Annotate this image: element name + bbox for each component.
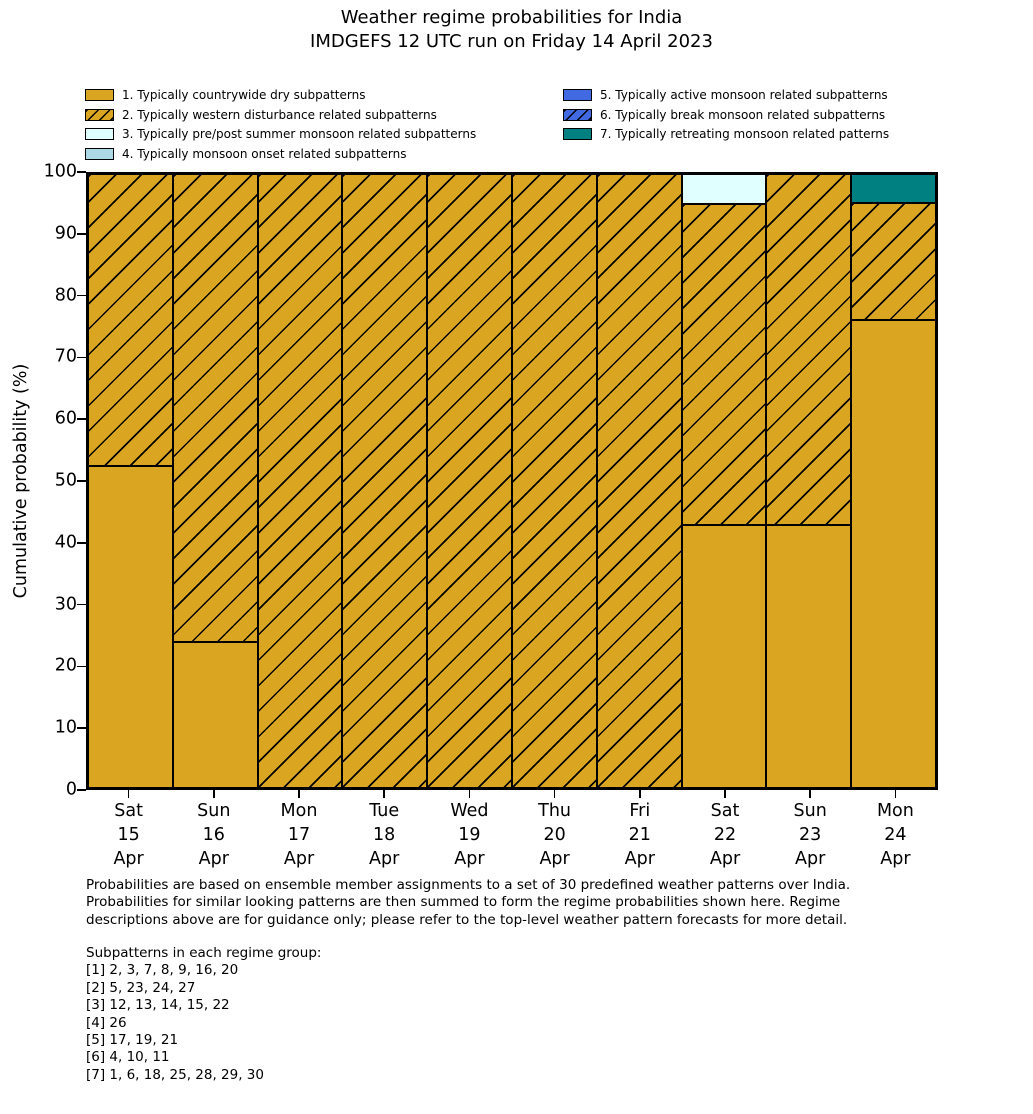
x-tick: [383, 790, 385, 798]
chart-title-block: [0, 6, 1023, 54]
subpattern-line: [3] 12, 13, 14, 15, 22: [86, 997, 230, 1014]
subpattern-line: [4] 26: [86, 1014, 127, 1031]
footer-line: descriptions above are for guidance only; please refer to the top-level weather pattern forecasts for more detail.: [86, 911, 848, 928]
y-tick: [77, 727, 86, 729]
y-tick: [77, 295, 86, 297]
bar-segment: [427, 174, 512, 788]
bar: [173, 174, 258, 788]
y-tick-label: 90: [54, 223, 77, 244]
x-tick: [213, 790, 215, 798]
bar: [851, 174, 936, 788]
legend-swatch: [85, 128, 114, 140]
legend-item-label: 7. Typically retreating monsoon related patterns: [600, 127, 890, 142]
bar-segment: [342, 174, 427, 788]
plot-area: [86, 172, 938, 790]
bar-segment: [682, 525, 767, 788]
y-tick-label: 50: [54, 470, 77, 491]
y-tick: [77, 789, 86, 791]
bar-segment: [766, 525, 851, 788]
bar-segment: [851, 203, 936, 320]
x-tick-label-line: 23: [799, 825, 822, 845]
bar-segment: [88, 466, 173, 788]
legend-swatch: [563, 128, 592, 140]
legend-item: [85, 105, 476, 125]
legend-swatch: [85, 89, 114, 101]
x-tick-label: [710, 799, 740, 871]
legend-column-right: [563, 85, 889, 144]
legend-item-label: 6. Typically break monsoon related subpatterns: [600, 107, 886, 122]
x-tick-label-line: Apr: [539, 849, 570, 869]
x-tick: [724, 790, 726, 798]
subpattern-line: [6] 4, 10, 11: [86, 1049, 170, 1066]
bar: [427, 174, 512, 788]
bar-segment: [682, 204, 767, 525]
x-tick-label: [369, 799, 399, 871]
legend-item-label: 2. Typically western disturbance related subpatterns: [122, 107, 437, 122]
bar: [342, 174, 427, 788]
bar: [88, 174, 173, 788]
x-tick-label-line: 21: [628, 825, 651, 845]
x-tick-label-line: Sat: [114, 801, 143, 821]
y-axis-label: Cumulative probability (%): [11, 363, 31, 599]
x-tick-label: [450, 799, 488, 871]
bar: [766, 174, 851, 788]
bar-segment: [766, 174, 851, 525]
legend-item-label: 4. Typically monsoon onset related subpatterns: [122, 147, 407, 162]
x-tick-label-line: Apr: [795, 849, 826, 869]
x-tick-label-line: Apr: [283, 849, 315, 869]
y-tick-label: 30: [54, 594, 77, 615]
legend-swatch: [563, 109, 592, 121]
x-tick-label-line: Wed: [450, 801, 489, 821]
y-tick: [77, 480, 86, 482]
x-tick-label-line: Mon: [876, 801, 914, 821]
bar-segment: [851, 174, 936, 203]
x-tick: [469, 790, 471, 798]
subpattern-line: [1] 2, 3, 7, 8, 9, 16, 20: [86, 962, 239, 979]
legend-column-left: [85, 85, 476, 164]
x-tick-label-line: Fri: [629, 801, 651, 821]
legend-item: [85, 85, 476, 105]
x-tick-label: [538, 799, 571, 871]
subpatterns-heading: Subpatterns in each regime group:: [86, 945, 322, 961]
x-tick: [298, 790, 300, 798]
x-tick-label-line: 20: [543, 825, 566, 845]
x-tick-label-line: Sat: [710, 801, 740, 821]
y-tick: [77, 233, 86, 235]
bar: [512, 174, 597, 788]
chart-title: Weather regime probabilities for India: [340, 7, 683, 28]
bar: [597, 174, 682, 788]
x-tick-label-line: Apr: [709, 849, 741, 869]
y-tick-label: 80: [54, 285, 77, 306]
x-tick-label: [281, 799, 318, 871]
x-tick-label-line: 22: [713, 825, 737, 845]
subpattern-line: [2] 5, 23, 24, 27: [86, 979, 196, 996]
y-tick-label: 40: [54, 532, 77, 553]
y-tick: [77, 418, 86, 420]
x-tick-label-line: Apr: [624, 849, 655, 869]
footer-line: Probabilities are based on ensemble member assignments to a set of 30 predefined weather patterns over India.: [86, 877, 851, 893]
chart-subtitle: IMDGEFS 12 UTC run on Friday 14 April 2023: [310, 31, 713, 52]
legend-swatch: [563, 89, 592, 101]
y-tick-label: 0: [65, 779, 77, 800]
x-tick-label-line: Apr: [113, 849, 144, 869]
bar-segment: [173, 642, 258, 788]
y-tick: [77, 542, 86, 544]
x-tick: [128, 790, 130, 798]
legend-swatch: [85, 148, 114, 160]
x-tick: [639, 790, 641, 798]
x-tick-label-line: 16: [202, 825, 225, 845]
legend-item-label: 5. Typically active monsoon related subpatterns: [600, 87, 888, 102]
subpatterns-list: [86, 962, 321, 1084]
y-tick: [77, 357, 86, 359]
x-tick-label-line: Thu: [538, 801, 572, 821]
bar-segment: [88, 174, 173, 466]
bar-segment: [851, 320, 936, 788]
bar-segment: [512, 174, 597, 788]
x-tick-label-line: Apr: [454, 849, 485, 869]
x-tick-label-line: Mon: [280, 801, 318, 821]
legend-item: [85, 125, 476, 145]
x-tick-label-line: 24: [884, 825, 907, 845]
footer-text: [86, 877, 850, 929]
legend-item: [563, 105, 889, 125]
x-tick-label-line: 18: [373, 825, 396, 845]
y-tick-label: 70: [54, 346, 77, 367]
x-tick-label-line: Apr: [880, 849, 911, 869]
bar-segment: [173, 174, 258, 642]
subpattern-line: [7] 1, 6, 18, 25, 28, 29, 30: [86, 1066, 264, 1083]
bar-segment: [258, 174, 343, 788]
legend-swatch: [85, 109, 114, 121]
legend-item: [85, 144, 476, 164]
x-tick-label: [794, 799, 827, 871]
x-tick: [554, 790, 556, 798]
legend-item: [563, 125, 889, 145]
bar: [682, 174, 767, 788]
y-tick-label: 10: [54, 717, 77, 738]
y-tick-label: 60: [54, 408, 77, 429]
y-tick-label: 100: [43, 161, 77, 182]
x-tick: [895, 790, 897, 798]
x-tick-label-line: 15: [117, 825, 140, 845]
x-tick-label: [113, 799, 143, 871]
bar-segment: [682, 174, 767, 203]
x-tick-label-line: Apr: [198, 849, 229, 869]
x-tick: [809, 790, 811, 798]
x-tick-label: [625, 799, 655, 871]
x-tick-label: [197, 799, 230, 871]
legend-item-label: 3. Typically pre/post summer monsoon related subpatterns: [122, 127, 477, 142]
bar-segment: [597, 174, 682, 788]
x-tick-label: [877, 799, 914, 871]
bars: [88, 174, 936, 788]
y-tick: [77, 171, 86, 173]
x-tick-label-line: Sun: [197, 801, 231, 821]
footer-line: Probabilities for similar looking patterns are then summed to form the regime probabilities shown here. Regime: [86, 894, 841, 911]
x-tick-label-line: 17: [287, 825, 311, 845]
x-tick-label-line: Apr: [369, 849, 400, 869]
bar: [258, 174, 343, 788]
x-tick-label-line: Tue: [369, 801, 400, 821]
x-tick-label-line: 19: [458, 825, 481, 845]
legend-item: [563, 85, 889, 105]
subpatterns-block: [86, 945, 321, 1084]
subpattern-line: [5] 17, 19, 21: [86, 1032, 179, 1049]
x-tick-label-line: Sun: [793, 801, 827, 821]
y-tick: [77, 604, 86, 606]
y-tick: [77, 666, 86, 668]
legend-item-label: 1. Typically countrywide dry subpatterns: [122, 87, 366, 102]
y-tick-label: 20: [54, 655, 77, 676]
